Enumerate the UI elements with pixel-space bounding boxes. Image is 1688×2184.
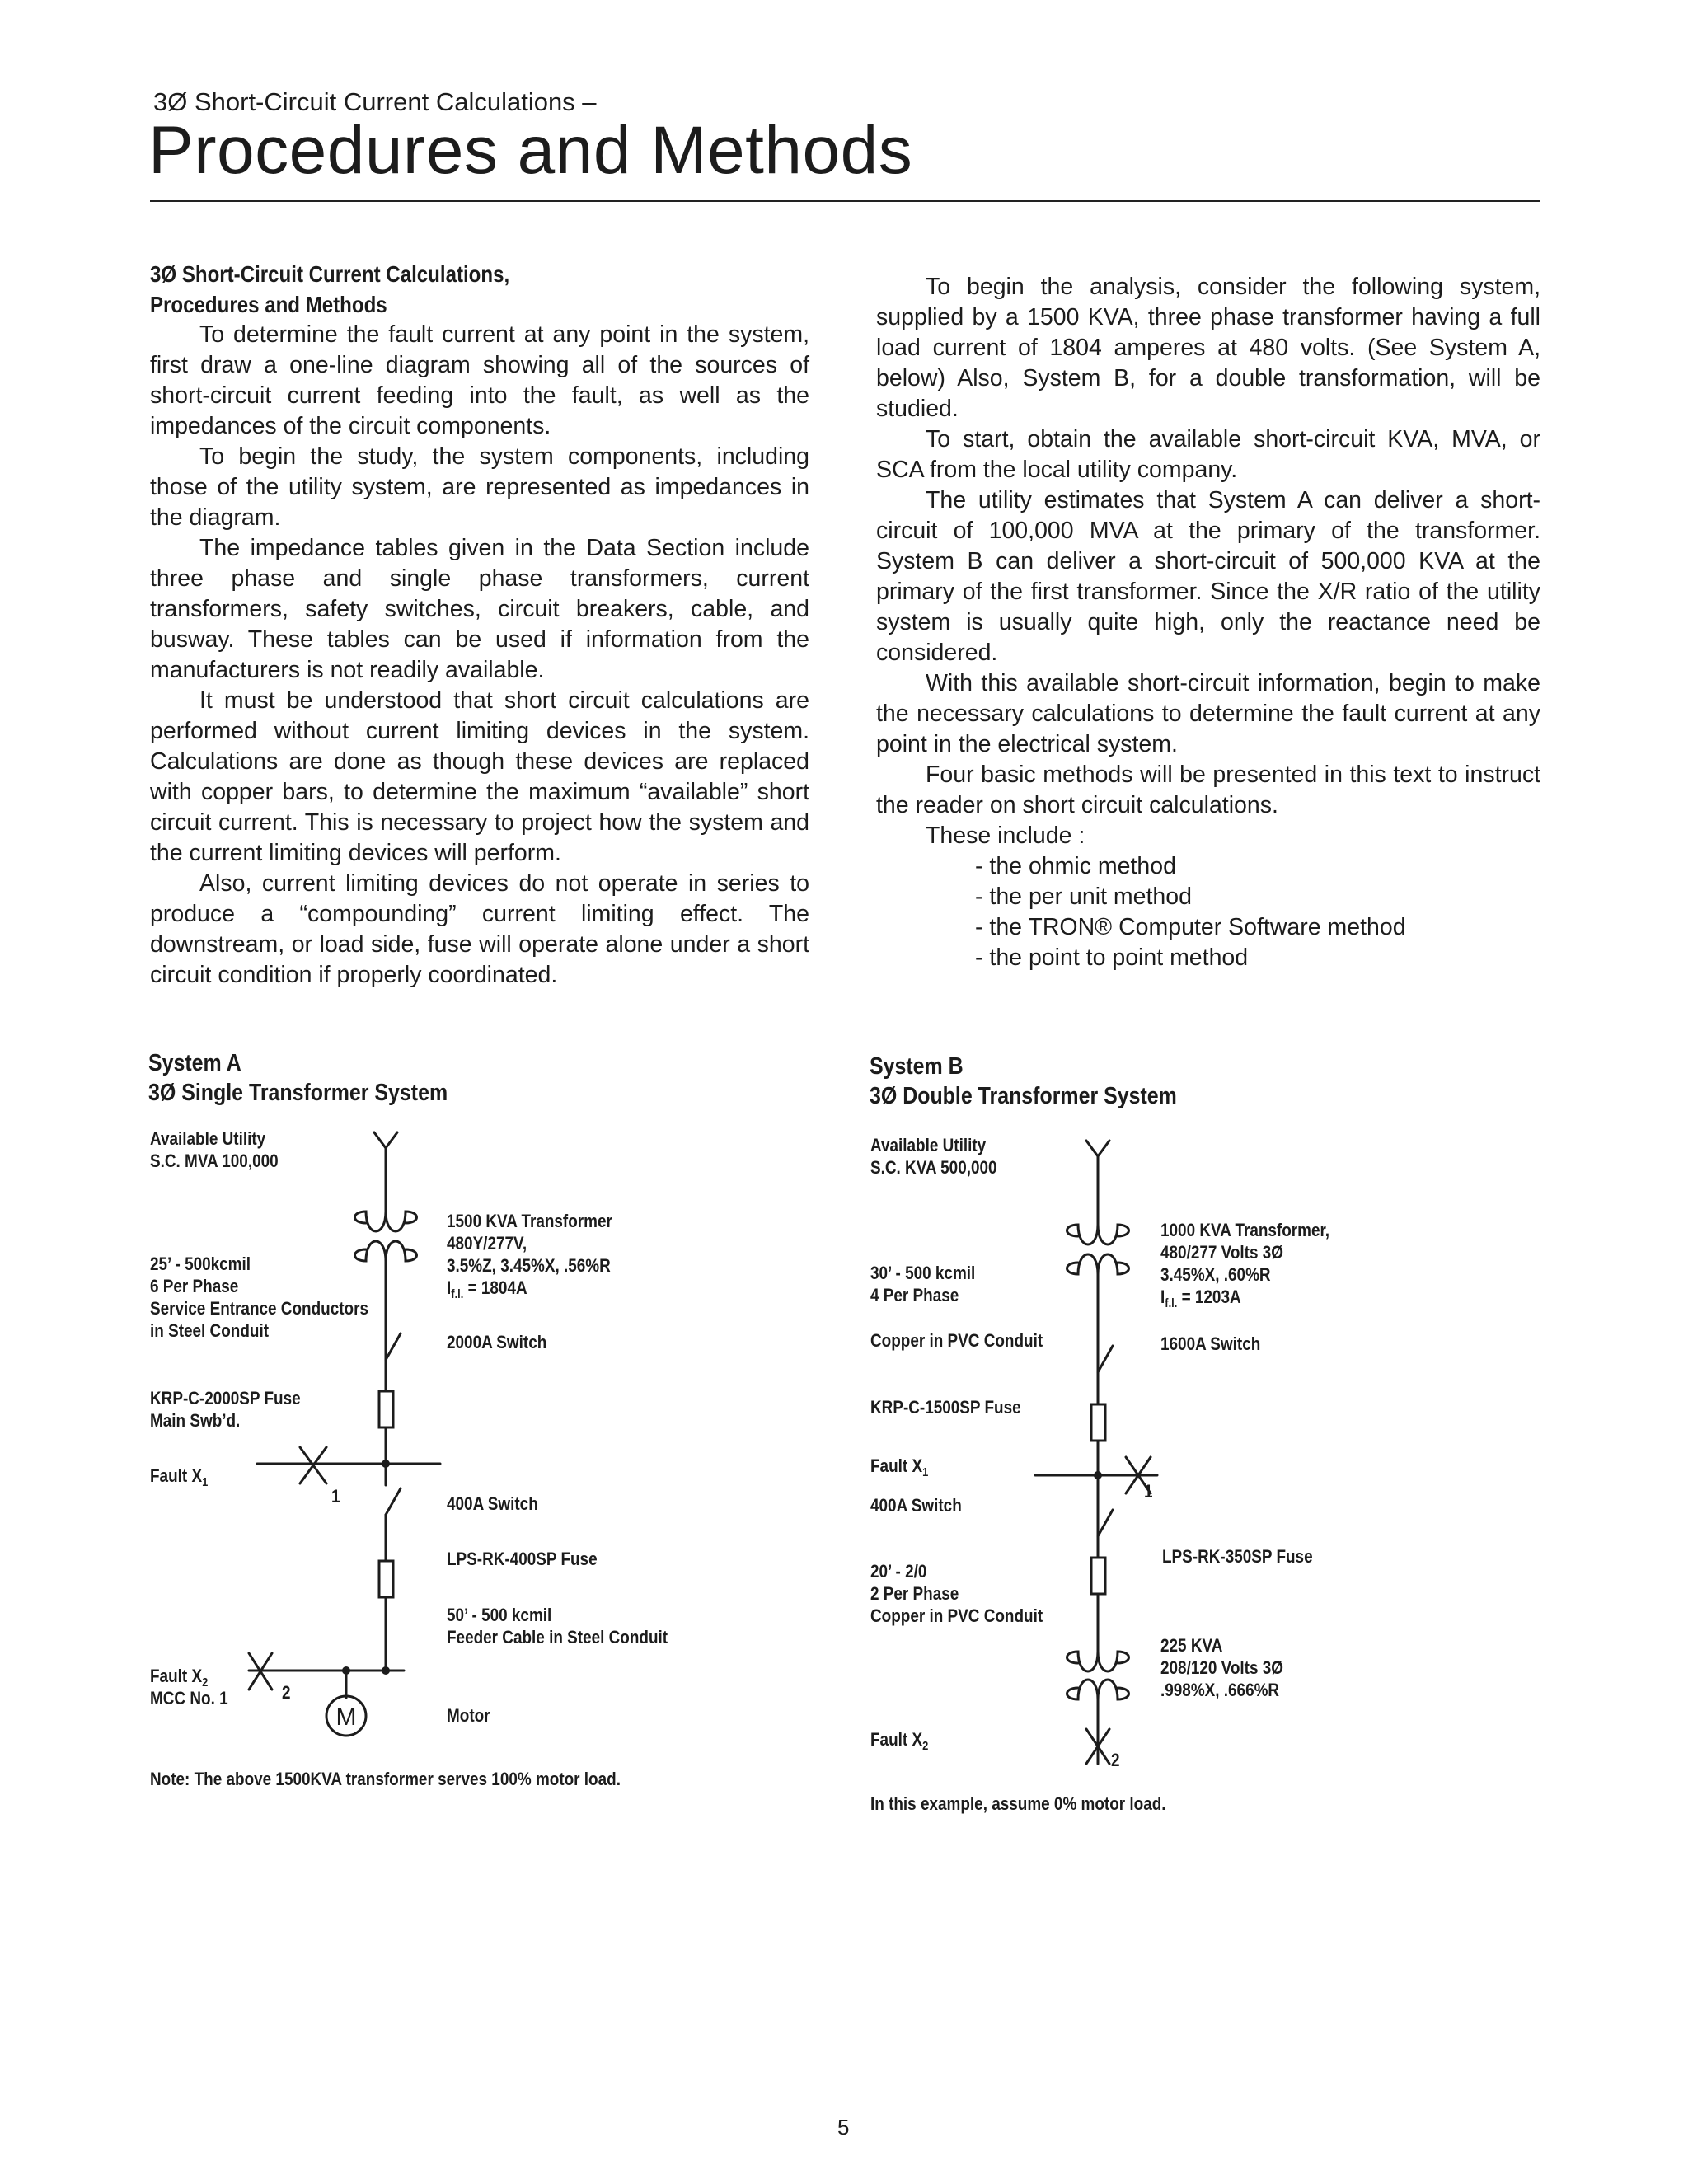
system-b-transformer2-line1: 225 KVA (1160, 1635, 1223, 1656)
system-b-fault2-label: Fault $X_2$ (870, 1729, 929, 1753)
system-b-subtitle: 3Ø Double Transformer System (870, 1083, 1177, 1109)
system-a-diagram (249, 1132, 440, 1736)
page-number: 5 (837, 2115, 850, 2139)
system-a-title: System A (148, 1050, 241, 1076)
right-paragraph: The utility estimates that System A can deliver a short-circuit of 100,000 MVA at the primary of the transformer. System B can deliver a short-circuit of 500,000 KVA at the primary of the first transformer. Since the X/R ratio of the utility system is usually quite high, only the reactance need be considered. (876, 487, 1540, 666)
transformer-coil-icon (1067, 1652, 1129, 1671)
system-a-main-fuse-line1: KRP-C-2000SP Fuse (150, 1388, 301, 1408)
system-b-title: System B (870, 1053, 964, 1080)
system-b-main-switch-label: 1600A Switch (1160, 1333, 1261, 1354)
system-a-subtitle: 3Ø Single Transformer System (148, 1080, 448, 1106)
system-a-fault1-label: Fault $X_1$ (150, 1465, 209, 1489)
transformer-coil-icon (1067, 1254, 1129, 1274)
system-a-transformer-ifl: $I_{f.l.} = 1804A$ (447, 1277, 528, 1301)
system-a-feeder-fuse-label: LPS-RK-400SP Fuse (447, 1549, 598, 1569)
system-a-transformer-line2: 480Y/277V, (447, 1233, 528, 1254)
system-a-feeder-line1: 50’ - 500 kcmil (447, 1605, 552, 1625)
system-b-conductor-line1: 30’ - 500 kcmil (870, 1263, 976, 1283)
system-a-conductor-line3: Service Entrance Conductors (150, 1298, 368, 1319)
system-b-transformer-line1: 1000 KVA Transformer, (1160, 1220, 1330, 1240)
system-b-fault1-number: 1 (1144, 1481, 1153, 1502)
system-b-diagram (1035, 1141, 1157, 1764)
left-paragraph: The impedance tables given in the Data Section include three phase and single phase transformers, current transformers, safety switches, circuit breakers, cable, and busway. These tables can be used if information from the manufacturers is not readily available. (150, 535, 809, 683)
ifl-value: = 1203A (1177, 1286, 1241, 1307)
feeder-switch-icon (386, 1488, 401, 1515)
system-b-fault2-number: 2 (1111, 1750, 1120, 1770)
main-switch-icon (386, 1333, 401, 1360)
system-b-transformer-line2: 480/277 Volts 3Ø (1160, 1242, 1283, 1263)
system-a-conductor-line2: 6 Per Phase (150, 1276, 239, 1296)
system-a-main-fuse-line2: Main Swb’d. (150, 1410, 241, 1431)
system-a-motor-label: Motor (447, 1705, 490, 1726)
system-a-transformer-line3: 3.5%Z, 3.45%X, .56%R (447, 1255, 611, 1276)
system-a-utility-line1: Available Utility (150, 1128, 266, 1149)
left-heading-line1: 3Ø Short-Circuit Current Calculations, (150, 261, 510, 287)
method-item: - the point to point method (975, 944, 1249, 971)
method-item: - the TRON® Computer Software method (975, 914, 1406, 940)
system-a-conductor-line1: 25’ - 500kcmil (150, 1254, 251, 1274)
method-item: - the ohmic method (975, 853, 1176, 879)
transformer-coil-icon (355, 1241, 417, 1261)
right-paragraph: To begin the analysis, consider the following system, supplied by a 1500 KVA, three phase transformer having a full load current of 1804 amperes at 480 volts. (See System A, below) Also, System B, for a double transformation, will be studied. (876, 274, 1540, 422)
ifl-subscript: f.l. (1165, 1296, 1178, 1310)
left-paragraph: To determine the fault current at any point in the system, first draw a one-line diagram showing all of the sources of short-circuit current feeding into the fault, as well as the impedances of the circuit components. (150, 321, 809, 439)
system-b-note: In this example, assume 0% motor load. (870, 1793, 1166, 1814)
system-a-fault1-number: 1 (331, 1486, 340, 1507)
ifl-value: = 1804A (463, 1277, 528, 1298)
system-a-conductor-line4: in Steel Conduit (150, 1320, 270, 1341)
system-b-feeder-switch-label: 400A Switch (870, 1495, 962, 1516)
left-heading-line2: Procedures and Methods (150, 292, 387, 317)
right-paragraph: With this available short-circuit information, begin to make the necessary calculations to determine the fault current at any point in the electrical system. (876, 670, 1540, 757)
system-a-note: Note: The above 1500KVA transformer serves 100% motor load. (150, 1769, 621, 1789)
left-paragraph: To begin the study, the system components, including those of the utility system, are represented as impedances in the diagram. (150, 443, 809, 531)
feeder-switch-icon (1098, 1510, 1113, 1536)
system-a-main-switch-label: 2000A Switch (447, 1332, 547, 1352)
main-switch-icon (1098, 1346, 1113, 1372)
system-b-conductor-line2: 4 Per Phase (870, 1285, 959, 1305)
system-a-utility-line2: S.C. MVA 100,000 (150, 1151, 279, 1171)
system-a-mcc-label: MCC No. 1 (150, 1688, 228, 1708)
utility-source-icon (374, 1132, 397, 1212)
system-b-transformer2-line3: .998%X, .666%R (1160, 1680, 1280, 1700)
system-a-fault2-label: Fault $X_2$ (150, 1666, 209, 1690)
list-intro: These include : (926, 823, 1085, 849)
right-paragraph: Four basic methods will be presented in this text to instruct the reader on short circuit calculations. (876, 762, 1540, 818)
system-b-utility-line2: S.C. KVA 500,000 (870, 1157, 997, 1178)
utility-source-icon (1086, 1141, 1109, 1225)
system-b-transformer2-line2: 208/120 Volts 3Ø (1160, 1657, 1283, 1678)
main-fuse-icon (379, 1391, 393, 1427)
system-b-feeder-line1: 20’ - 2/0 (870, 1561, 927, 1582)
system-a-feeder-switch-label: 400A Switch (447, 1493, 538, 1514)
transformer-coil-icon (1067, 1225, 1129, 1244)
left-paragraph: It must be understood that short circuit calculations are performed without current limiting devices in the system. Calculations are done as though these devices are replaced with copper bars, to determine the maximum “available” short circuit current. This is necessary to project how the system and the current limiting devices will perform. (150, 687, 809, 866)
feeder-fuse-icon (379, 1561, 393, 1597)
system-b-feeder-line3: Copper in PVC Conduit (870, 1605, 1043, 1626)
system-b-transformer-ifl: $I_{f.l.} = 1203A$ (1160, 1286, 1241, 1310)
left-paragraph: Also, current limiting devices do not operate in series to produce a “compounding” current limiting effect. The downstream, or load side, fuse will operate alone under a short circuit condition if properly coordinated. (150, 870, 809, 988)
page-title: Procedures and Methods (148, 113, 913, 188)
transformer-coil-icon (355, 1212, 417, 1231)
system-a-fault2-number: 2 (282, 1682, 291, 1703)
system-b-feeder-line2: 2 Per Phase (870, 1583, 959, 1604)
right-paragraph: To start, obtain the available short-circuit KVA, MVA, or SCA from the local utility company. (876, 426, 1540, 483)
fault-x1-icon (300, 1447, 326, 1483)
system-b-main-fuse-label: KRP-C-1500SP Fuse (870, 1397, 1021, 1418)
system-b-utility-line1: Available Utility (870, 1135, 987, 1155)
system-b-transformer-line3: 3.45%X, .60%R (1160, 1264, 1271, 1285)
motor-symbol: M (335, 1704, 357, 1731)
transformer-coil-icon (1067, 1680, 1129, 1699)
method-item: - the per unit method (975, 883, 1192, 910)
system-a-transformer-line1: 1500 KVA Transformer (447, 1211, 612, 1231)
section-kicker: 3Ø Short-Circuit Current Calculations – (153, 87, 597, 116)
system-b-fault1-label: Fault $X_1$ (870, 1455, 929, 1479)
ifl-subscript: f.l. (451, 1287, 464, 1301)
system-b-conductor-line3: Copper in PVC Conduit (870, 1330, 1043, 1351)
system-b-feeder-fuse-label: LPS-RK-350SP Fuse (1162, 1546, 1313, 1567)
feeder-fuse-icon (1091, 1558, 1105, 1594)
system-a-feeder-line2: Feeder Cable in Steel Conduit (447, 1627, 668, 1647)
main-fuse-icon (1091, 1404, 1105, 1441)
